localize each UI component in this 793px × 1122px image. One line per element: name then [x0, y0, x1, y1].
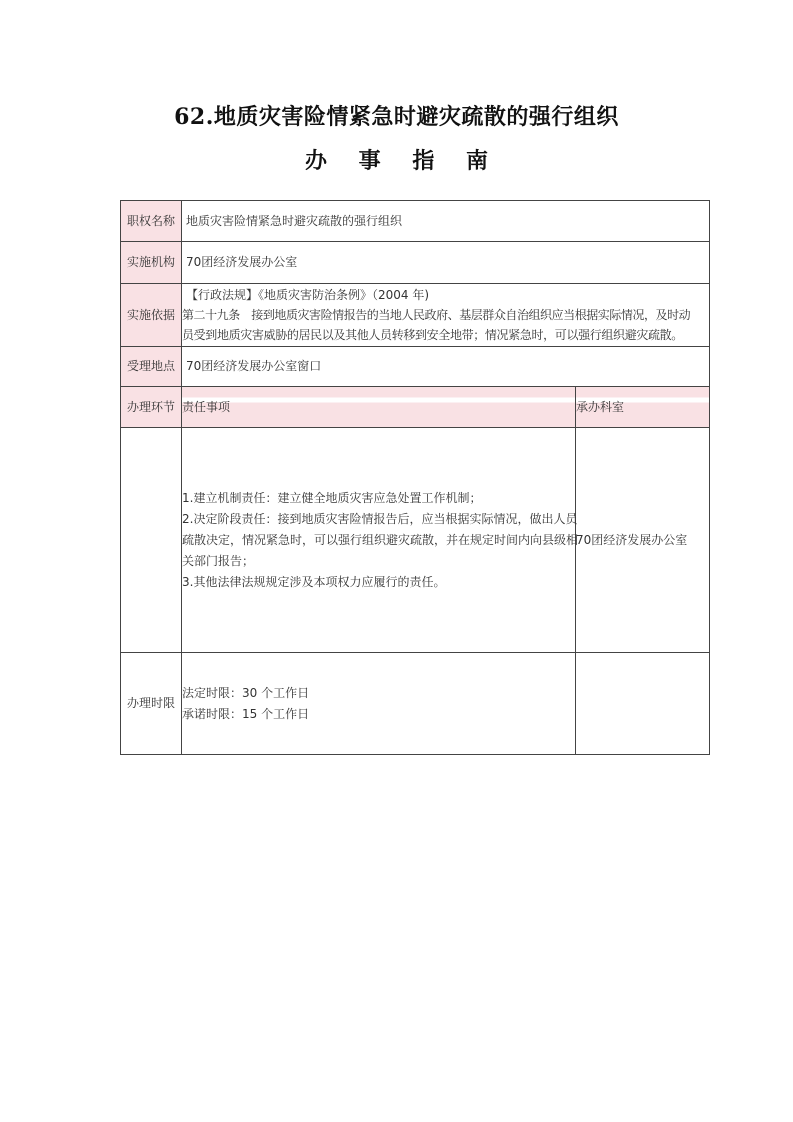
page-subtitle: 办 事 指 南 [305, 148, 500, 174]
duty-line: 2.决定阶段责任：接到地质灾害险情报告后，应当根据实际情况，做出人员 [182, 511, 578, 526]
duty-line: 疏散决定，情况紧急时，可以强行组织避灾疏散，并在规定时间内向县级相 [182, 532, 579, 547]
dept-value: 70团经济发展办公室 [576, 428, 710, 653]
time-label: 办理时限 [121, 653, 182, 755]
power-name-value: 地质灾害险情紧急时避灾疏散的强行组织 [182, 201, 710, 242]
location-label: 受理地点 [121, 347, 182, 387]
basis-line: 第二十九条 接到地质灾害险情报告的当地人民政府、基层群众自治组织应当根据实际情况，及时动 [182, 308, 691, 322]
duty-line: 关部门报告； [182, 553, 255, 568]
basis-line: 【行政法规】《地质灾害防治条例》（2004 年) [186, 288, 430, 302]
table-row [121, 428, 710, 653]
time-content [182, 653, 576, 755]
duty-content [182, 428, 579, 653]
table-row [121, 347, 710, 387]
table-row [121, 201, 710, 242]
page-title: 62.地质灾害险情紧急时避灾疏散的强行组织 [174, 104, 619, 130]
location-value: 70团经济发展办公室窗口 [182, 347, 710, 387]
empty-cell [121, 428, 182, 653]
agency-label: 实施机构 [121, 242, 182, 284]
power-name-label: 职权名称 [121, 201, 182, 242]
time-line: 法定时限：30 个工作日 [182, 685, 310, 700]
table-row [121, 242, 710, 284]
empty-cell [576, 653, 710, 755]
basis-value [182, 284, 710, 347]
table-row [121, 387, 710, 428]
duty-line: 3.其他法律法规规定涉及本项权力应履行的责任。 [182, 574, 446, 589]
table-row [121, 284, 710, 347]
duty-line: 1.建立机制责任：建立健全地质灾害应急处置工作机制； [182, 490, 482, 505]
basis-line: 员受到地质灾害威胁的居民以及其他人员转移到安全地带；情况紧急时，可以强行组织避灾疏散。 [182, 328, 683, 342]
guide-table [120, 200, 710, 755]
agency-value: 70团经济发展办公室 [182, 242, 710, 284]
duty-header: 责任事项 [182, 387, 576, 428]
dept-header: 承办科室 [576, 387, 710, 428]
table-row [121, 653, 710, 755]
basis-label: 实施依据 [121, 284, 182, 347]
time-line: 承诺时限：15 个工作日 [182, 706, 310, 721]
process-label: 办理环节 [121, 387, 182, 428]
